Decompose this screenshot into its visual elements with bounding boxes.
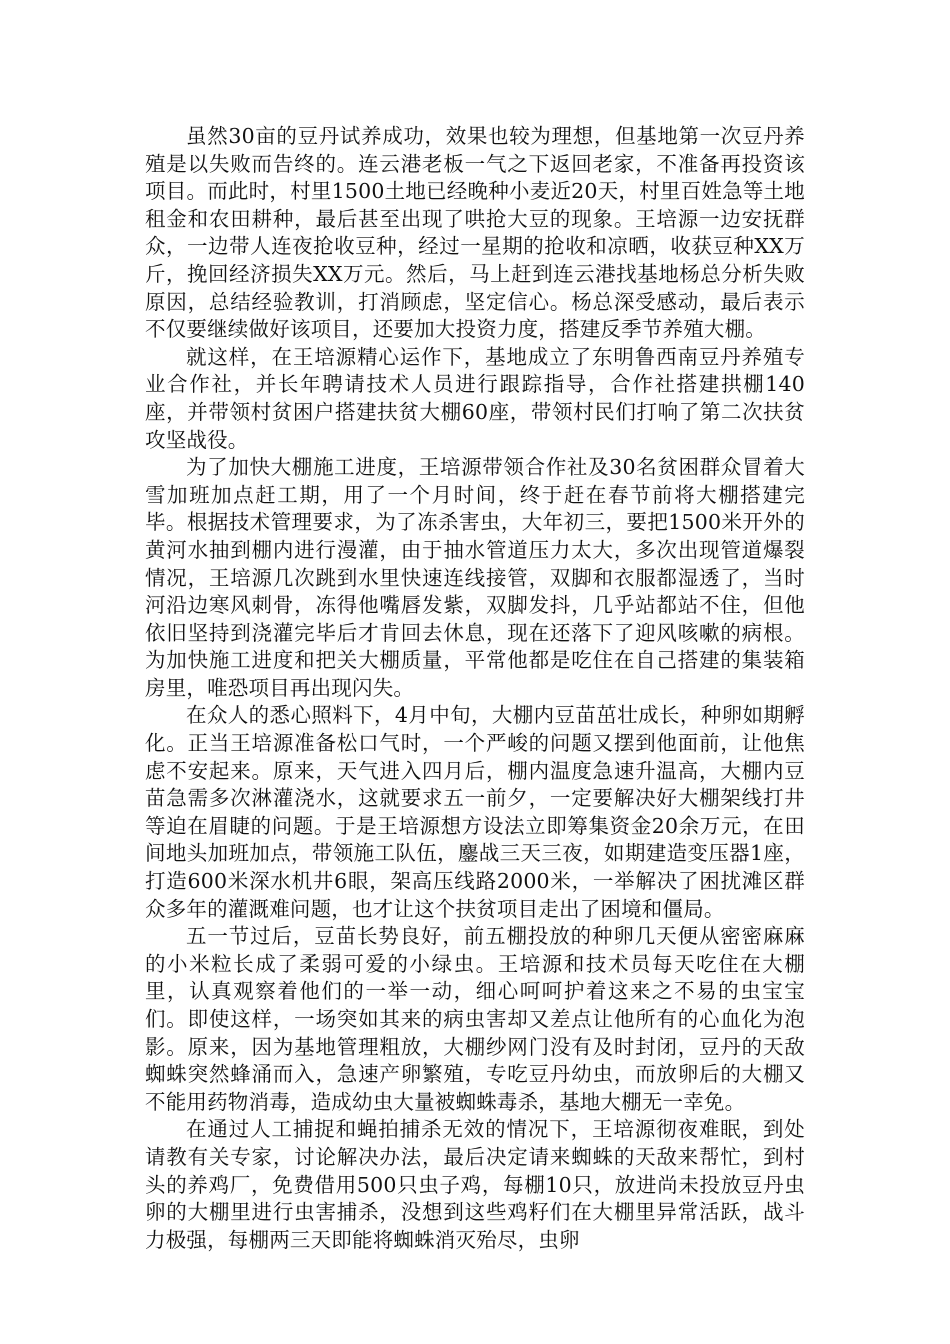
paragraph-4: 在众人的悉心照料下，4月中旬，大棚内豆苗茁壮成长，种卵如期孵化。正当王培源准备松口气时，一个严峻的问题又摆到他面前，让他焦虑不安起来。原来，天气进入四月后，棚内温度急速升温高，大棚内豆苗急需多次淋灌浇水，这就要求五一前夕，一定要解决好大棚架线打井等迫在眉睫的问题。于是王培源想方设法立即筹集资金20余万元，在田间地头加班加点，带领施工队伍，鏖战三天三夜，如期建造变压器1座，打造600米深水机井6眼，架高压线路2000米，一举解决了困扰滩区群众多年的灌溉难问题，也才让这个扶贫项目走出了困境和僵局。 bbox=[145, 703, 805, 921]
article-body bbox=[145, 123, 805, 1254]
paragraph-1: 虽然30亩的豆丹试养成功，效果也较为理想，但基地第一次豆丹养殖是以失败而告终的。连云港老板一气之下返回老家，不准备再投资该项目。而此时，村里1500土地已经晚种小麦近20天，村里百姓急等土地租金和农田耕种，最后甚至出现了哄抢大豆的现象。王培源一边安抚群众，一边带人连夜抢收豆种，经过一星期的抢收和凉晒，收获豆种XX万斤，挽回经济损失XX万元。然后，马上赶到连云港找基地杨总分析失败原因，总结经验教训，打消顾虑，坚定信心。杨总深受感动，最后表示不仅要继续做好该项目，还要加大投资力度，搭建反季节养殖大棚。 bbox=[145, 124, 805, 342]
paragraph-2: 就这样，在王培源精心运作下，基地成立了东明鲁西南豆丹养殖专业合作社，并长年聘请技术人员进行跟踪指导，合作社搭建拱棚140座，并带领村贫困户搭建扶贫大棚60座，带领村民们打响了第二次扶贫攻坚战役。 bbox=[145, 344, 805, 452]
paragraph-5: 五一节过后，豆苗长势良好，前五棚投放的种卵几天便从密密麻麻的小米粒长成了柔弱可爱的小绿虫。王培源和技术员每天吃住在大棚里，认真观察着他们的一举一动，细心呵呵护着这来之不易的虫宝宝们。即使这样，一场突如其来的病虫害却又差点让他所有的心血化为泡影。原来，因为基地管理粗放，大棚纱网门没有及时封闭，豆丹的天敌蜘蛛突然蜂涌而入，急速产卵繁殖，专吃豆丹幼虫，而放卵后的大棚又不能用药物消毒，造成幼虫大量被蜘蛛毒杀，基地大棚无一幸免。 bbox=[145, 924, 805, 1114]
paragraph-6: 在通过人工捕捉和蝇拍捕杀无效的情况下，王培源彻夜难眠，到处请教有关专家，讨论解决办法，最后决定请来蜘蛛的天敌来帮忙，到村头的养鸡厂，免费借用500只虫子鸡，每棚10只，放进尚未投放豆丹虫卵的大棚里进行虫害捕杀，没想到这些鸡籽们在大棚里异常活跃，战斗力极强，每棚两三天即能将蜘蛛消灭殆尽，虫卵 bbox=[145, 1117, 805, 1252]
paragraph-3: 为了加快大棚施工进度，王培源带领合作社及30名贫困群众冒着大雪加班加点赶工期，用了一个月时间，终于赶在春节前将大棚搭建完毕。根据技术管理要求，为了冻杀害虫，大年初三，要把1500米开外的黄河水抽到棚内进行漫灌，由于抽水管道压力太大，多次出现管道爆裂情况，王培源几次跳到水里快速连线接管，双脚和衣服都湿透了，当时河沿边寒风刺骨，冻得他嘴唇发紫，双脚发抖，几乎站都站不住，但他依旧坚持到浇灌完毕后才肯回去休息，现在还落下了迎风咳嗽的病根。为加快施工进度和把关大棚质量，平常他都是吃住在自己搭建的集装箱房里，唯恐项目再出现闪失。 bbox=[145, 455, 805, 700]
